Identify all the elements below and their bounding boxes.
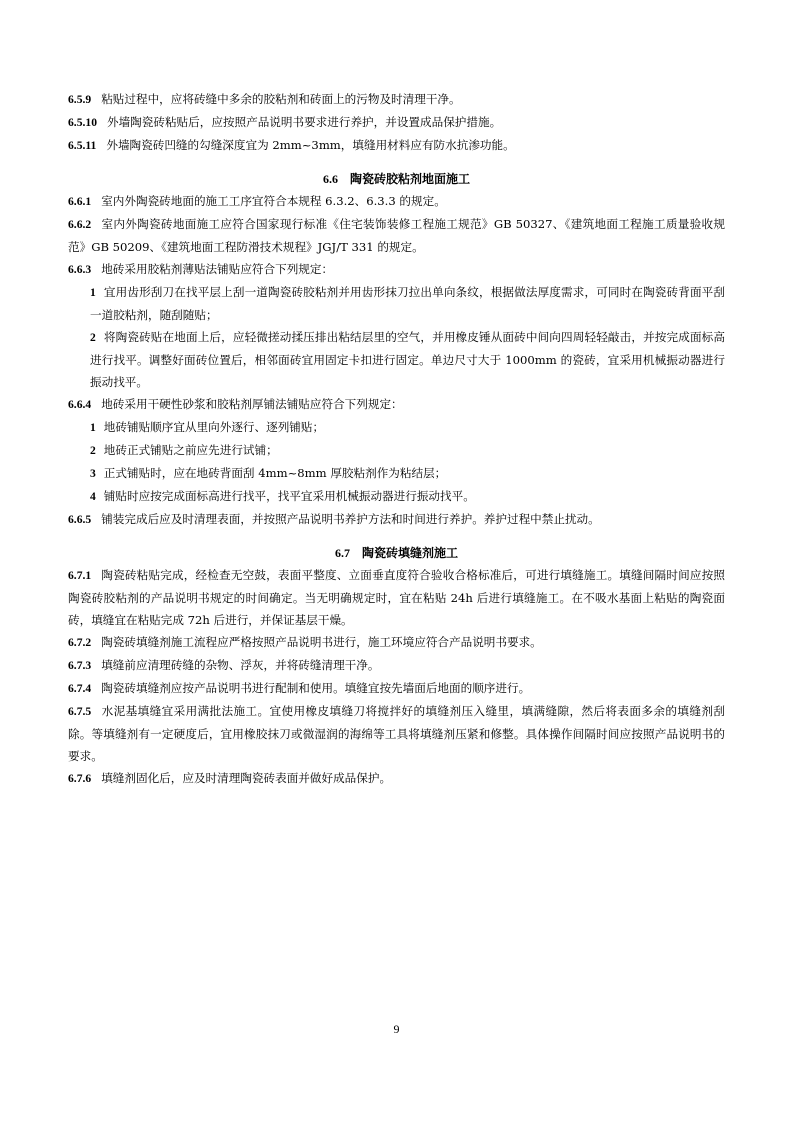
clause-6-6-3 (68, 258, 725, 281)
clause-number: 6.6.2 (68, 218, 92, 231)
clause-6-6-1 (68, 190, 725, 213)
clause-number: 6.6.4 (68, 398, 92, 411)
item-number: 1 (90, 286, 96, 299)
clause-6-6-2 (68, 213, 725, 258)
item-number: 3 (90, 467, 96, 480)
clause-text: 室内外陶瓷砖地面施工应符合国家现行标准《住宅装饰装修工程施工规范》GB 50327、《建筑地面工程施工质量验收规范》GB 50209、《建筑地面工程防滑技术规程》JGJ/T 331 的规定。 (68, 217, 725, 254)
clause-text: 外墙陶瓷砖粘贴后，应按照产品说明书要求进行养护，并设置成品保护措施。 (106, 115, 502, 129)
clause-text: 室内外陶瓷砖地面的施工工序宜符合本规程 6.3.2、6.3.3 的规定。 (101, 194, 446, 208)
clause-number: 6.5.9 (68, 93, 92, 106)
item-text: 铺贴时应按完成面标高进行找平，找平宜采用机械振动器进行振动找平。 (103, 489, 475, 503)
clause-6-6-5 (68, 508, 725, 531)
section-title: 陶瓷砖填缝剂施工 (361, 546, 458, 560)
clause-6-6-4-item-1 (68, 416, 725, 439)
clause-6-6-4-item-4 (68, 485, 725, 508)
section-number: 6.6 (322, 172, 338, 186)
clause-text: 地砖采用干硬性砂浆和胶粘剂厚铺法铺贴应符合下列规定： (101, 397, 403, 411)
section-number: 6.7 (334, 546, 350, 560)
clause-number: 6.5.11 (68, 139, 97, 152)
clause-number: 6.6.5 (68, 513, 92, 526)
section-heading-6-6 (68, 168, 725, 190)
clause-6-6-3-item-2 (68, 326, 725, 393)
item-text: 地砖铺贴顺序宜从里向外逐行、逐列铺贴； (103, 420, 325, 434)
clause-6-6-4 (68, 393, 725, 416)
clause-text: 填缝前应清理砖缝的杂物、浮灰，并将砖缝清理干净。 (101, 658, 380, 672)
clause-6-6-4-item-3 (68, 462, 725, 485)
clause-text: 粘贴过程中，应将砖缝中多余的胶粘剂和砖面上的污物及时清理干净。 (101, 92, 461, 106)
clause-text: 铺装完成后应及时清理表面，并按照产品说明书养护方法和时间进行养护。养护过程中禁止扰动。 (101, 512, 600, 526)
item-number: 2 (90, 331, 96, 344)
item-number: 1 (90, 421, 96, 434)
clause-number: 6.7.2 (68, 636, 92, 649)
clause-6-7-2 (68, 631, 725, 654)
clause-text: 陶瓷砖填缝剂应按产品说明书进行配制和使用。填缝宜按先墙面后地面的顺序进行。 (101, 681, 531, 695)
clause-6-5-9 (68, 88, 725, 111)
clause-text: 陶瓷砖填缝剂施工流程应严格按照产品说明书进行，施工环境应符合产品说明书要求。 (101, 635, 542, 649)
clause-number: 6.6.1 (68, 195, 92, 208)
section-title: 陶瓷砖胶粘剂地面施工 (349, 172, 470, 186)
clause-number: 6.5.10 (68, 116, 97, 129)
clause-6-6-3-item-1 (68, 281, 725, 326)
clause-number: 6.7.4 (68, 682, 92, 695)
item-text: 地砖正式铺贴之前应先进行试铺； (103, 443, 278, 457)
clause-6-6-4-item-2 (68, 439, 725, 462)
clause-6-7-4 (68, 677, 725, 700)
item-number: 4 (90, 490, 96, 503)
item-number: 2 (90, 444, 96, 457)
clause-number: 6.6.3 (68, 263, 92, 276)
item-text: 将陶瓷砖贴在地面上后，应轻微搓动揉压排出粘结层里的空气，并用橡皮锤从面砖中间向四周轻轻敲击，并按完成面标高进行找平。调整好面砖位置后，相邻面砖宜用固定卡扣进行固定。单边尺寸大于 1000mm 的瓷砖，宜采用机械振动器进行振动找平。 (90, 330, 725, 389)
section-heading-6-7 (68, 542, 725, 564)
page-number: 9 (393, 1022, 400, 1036)
clause-6-5-10 (68, 111, 725, 134)
clause-text: 外墙陶瓷砖凹缝的勾缝深度宜为 2mm~3mm，填缝用材料应有防水抗渗功能。 (106, 138, 515, 152)
clause-6-7-6 (68, 767, 725, 790)
clause-number: 6.7.6 (68, 772, 92, 785)
clause-number: 6.7.5 (68, 705, 92, 718)
clause-text: 地砖采用胶粘剂薄贴法铺贴应符合下列规定： (101, 262, 334, 276)
item-text: 正式铺贴时，应在地砖背面刮 4mm~8mm 厚胶粘剂作为粘结层； (103, 466, 447, 480)
clause-text: 填缝剂固化后，应及时清理陶瓷砖表面并做好成品保护。 (101, 771, 392, 785)
clause-6-7-3 (68, 654, 725, 677)
clause-6-7-5 (68, 700, 725, 767)
clause-number: 6.7.1 (68, 569, 92, 582)
clause-text: 水泥基填缝宜采用满批法施工。宜使用橡皮填缝刀将搅拌好的填缝剂压入缝里，填满缝隙，然后将表面多余的填缝剂刮除。等填缝剂有一定硬度后，宜用橡胶抹刀或微湿润的海绵等工具将填缝剂压紧和修整。具体操作间隔时间应按照产品说明书的要求。 (68, 704, 725, 763)
clause-6-7-1 (68, 564, 725, 631)
clause-number: 6.7.3 (68, 659, 92, 672)
clause-text: 陶瓷砖粘贴完成，经检查无空鼓，表面平整度、立面垂直度符合验收合格标准后，可进行填缝施工。填缝间隔时间应按照陶瓷砖胶粘剂的产品说明书规定的时间确定。当无明确规定时，宜在粘贴 24h 后进行填缝施工。在不吸水基面上粘贴的陶瓷面砖，填缝宜在粘贴完成 72h 后进行，并保证基层干燥。 (68, 568, 725, 627)
item-text: 宜用齿形刮刀在找平层上刮一道陶瓷砖胶粘剂并用齿形抹刀拉出单向条纹，根据做法厚度需求，可同时在陶瓷砖背面平刮一道胶粘剂，随刮随贴； (90, 285, 725, 322)
document-body (68, 88, 725, 790)
clause-6-5-11 (68, 134, 725, 157)
